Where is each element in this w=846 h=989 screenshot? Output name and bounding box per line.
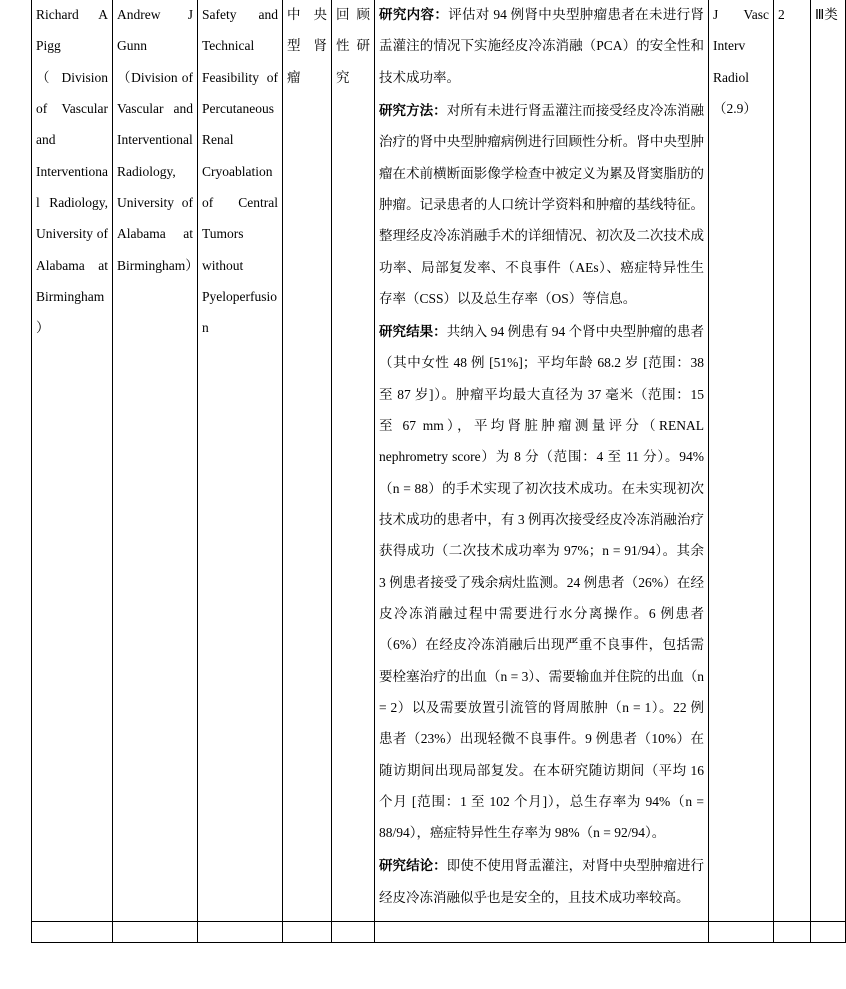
cell-study-design [332,0,375,922]
cell-number [774,922,811,943]
table-row [32,0,846,922]
cell-authors-first [32,0,113,922]
cell-study-content [375,0,709,922]
title-text: Safety and Technical Feasibility of Percutaneous Renal Cryoablation of Central Tumors without Pyeloperfusion [202,7,278,336]
journal-text: J Vasc Interv Radiol（2.9） [713,7,769,116]
authors-first-text: Richard A Pigg（Division of Vascular and Interventional Radiology, University of Alabama at Birmingham） [36,7,108,336]
study-results-label: 研究结果： [379,324,447,340]
study-methods-label: 研究方法： [379,102,447,118]
study-methods-text: 对所有未进行肾盂灌注而接受经皮冷冻消融治疗的肾中央型肿瘤病例进行回顾性分析。肾中央型肿瘤在术前横断面影像学检查中被定义为累及肾窦脂肪的肿瘤。记录患者的人口统计学资料和肿瘤的基线特征。整理经皮冷冻消融手术的详细情况、初次及二次技术成功率、局部复发率、不良事件（AEs）、癌症特异性生存率（CSS）以及总生存率（OS）等信息。 [379,102,705,306]
authors-second-text: Andrew J Gunn（Division of Vascular and Interventional Radiology, University of Alabama at Birmingham） [117,7,199,273]
cell-tumor-type [283,0,332,922]
cell-tumor-type [283,922,332,943]
study-content-paragraph-results [379,316,704,848]
study-aim-label: 研究内容： [379,7,449,22]
study-conclusion-label: 研究结论： [379,858,447,874]
study-design-text: 回顾性研究 [336,7,370,85]
cell-class [811,0,846,922]
cell-study-content [375,922,709,943]
study-results-text: 共纳入 94 例患有 94 个肾中央型肿瘤的患者（其中女性 48 例 [51%]；平均年龄 68.2 岁 [范围：38 至 87 岁]）。肿瘤平均最大直径为 37 毫米（范围：15 至 67 mm），平均肾脏肿瘤测量评分（RENAL nephrometry score）为 8 分（范围：4 至 11 分）。94%（n = 88）的手术实现了初次技术成功。在未实现初次技术成功的患者中，有 3 例再次接受经皮冷冻消融治疗获得成功（二次技术成功率为 97%；n = 91/94）。其余 3 例患者接受了残余病灶监测。24 例患者（26%）在经皮冷冻消融过程中需要进行水分离操作。6 例患者（6%）在经皮冷冻消融后出现严重不良事件，包括需要栓塞治疗的出血（n = 3）、需要输血并住院的出血（n = 2）以及需要放置引流管的肾周脓肿（n = 1）。22 例患者（23%）出现轻微不良事件。9 例患者（10%）在随访期间出现局部复发。在本研究随访期间（平均 16 个月 [范围：1 至 102 个月]），总生存率为 94%（n = 88/94），癌症特异性生存率为 98%（n = 92/94）。 [379,324,705,841]
literature-summary-table [31,0,846,943]
study-content-paragraph-methods [379,95,704,314]
cell-authors-second [113,0,198,922]
tumor-type-text: 中央型肾瘤 [287,7,327,85]
cell-journal [709,922,774,943]
cell-title [198,0,283,922]
cell-authors-second [113,922,198,943]
study-conclusion-text: 即使不使用肾盂灌注，对肾中央型肿瘤进行经皮冷冻消融似乎也是安全的，且技术成功率较高。 [379,858,705,905]
cell-authors-first [32,922,113,943]
cell-title [198,922,283,943]
cell-class [811,922,846,943]
class-text: Ⅲ类 [815,7,838,22]
cell-journal [709,0,774,922]
table-body [32,0,846,943]
study-content-paragraph-conclusion [379,850,704,913]
table-row [32,922,846,943]
study-aim-text: 评估对 94 例肾中央型肿瘤患者在未进行肾盂灌注的情况下实施经皮冷冻消融（PCA）的安全性和技术成功率。 [379,7,705,85]
number-text: 2 [778,7,785,22]
cell-study-design [332,922,375,943]
study-content-paragraph-aim [379,0,704,93]
cell-number [774,0,811,922]
